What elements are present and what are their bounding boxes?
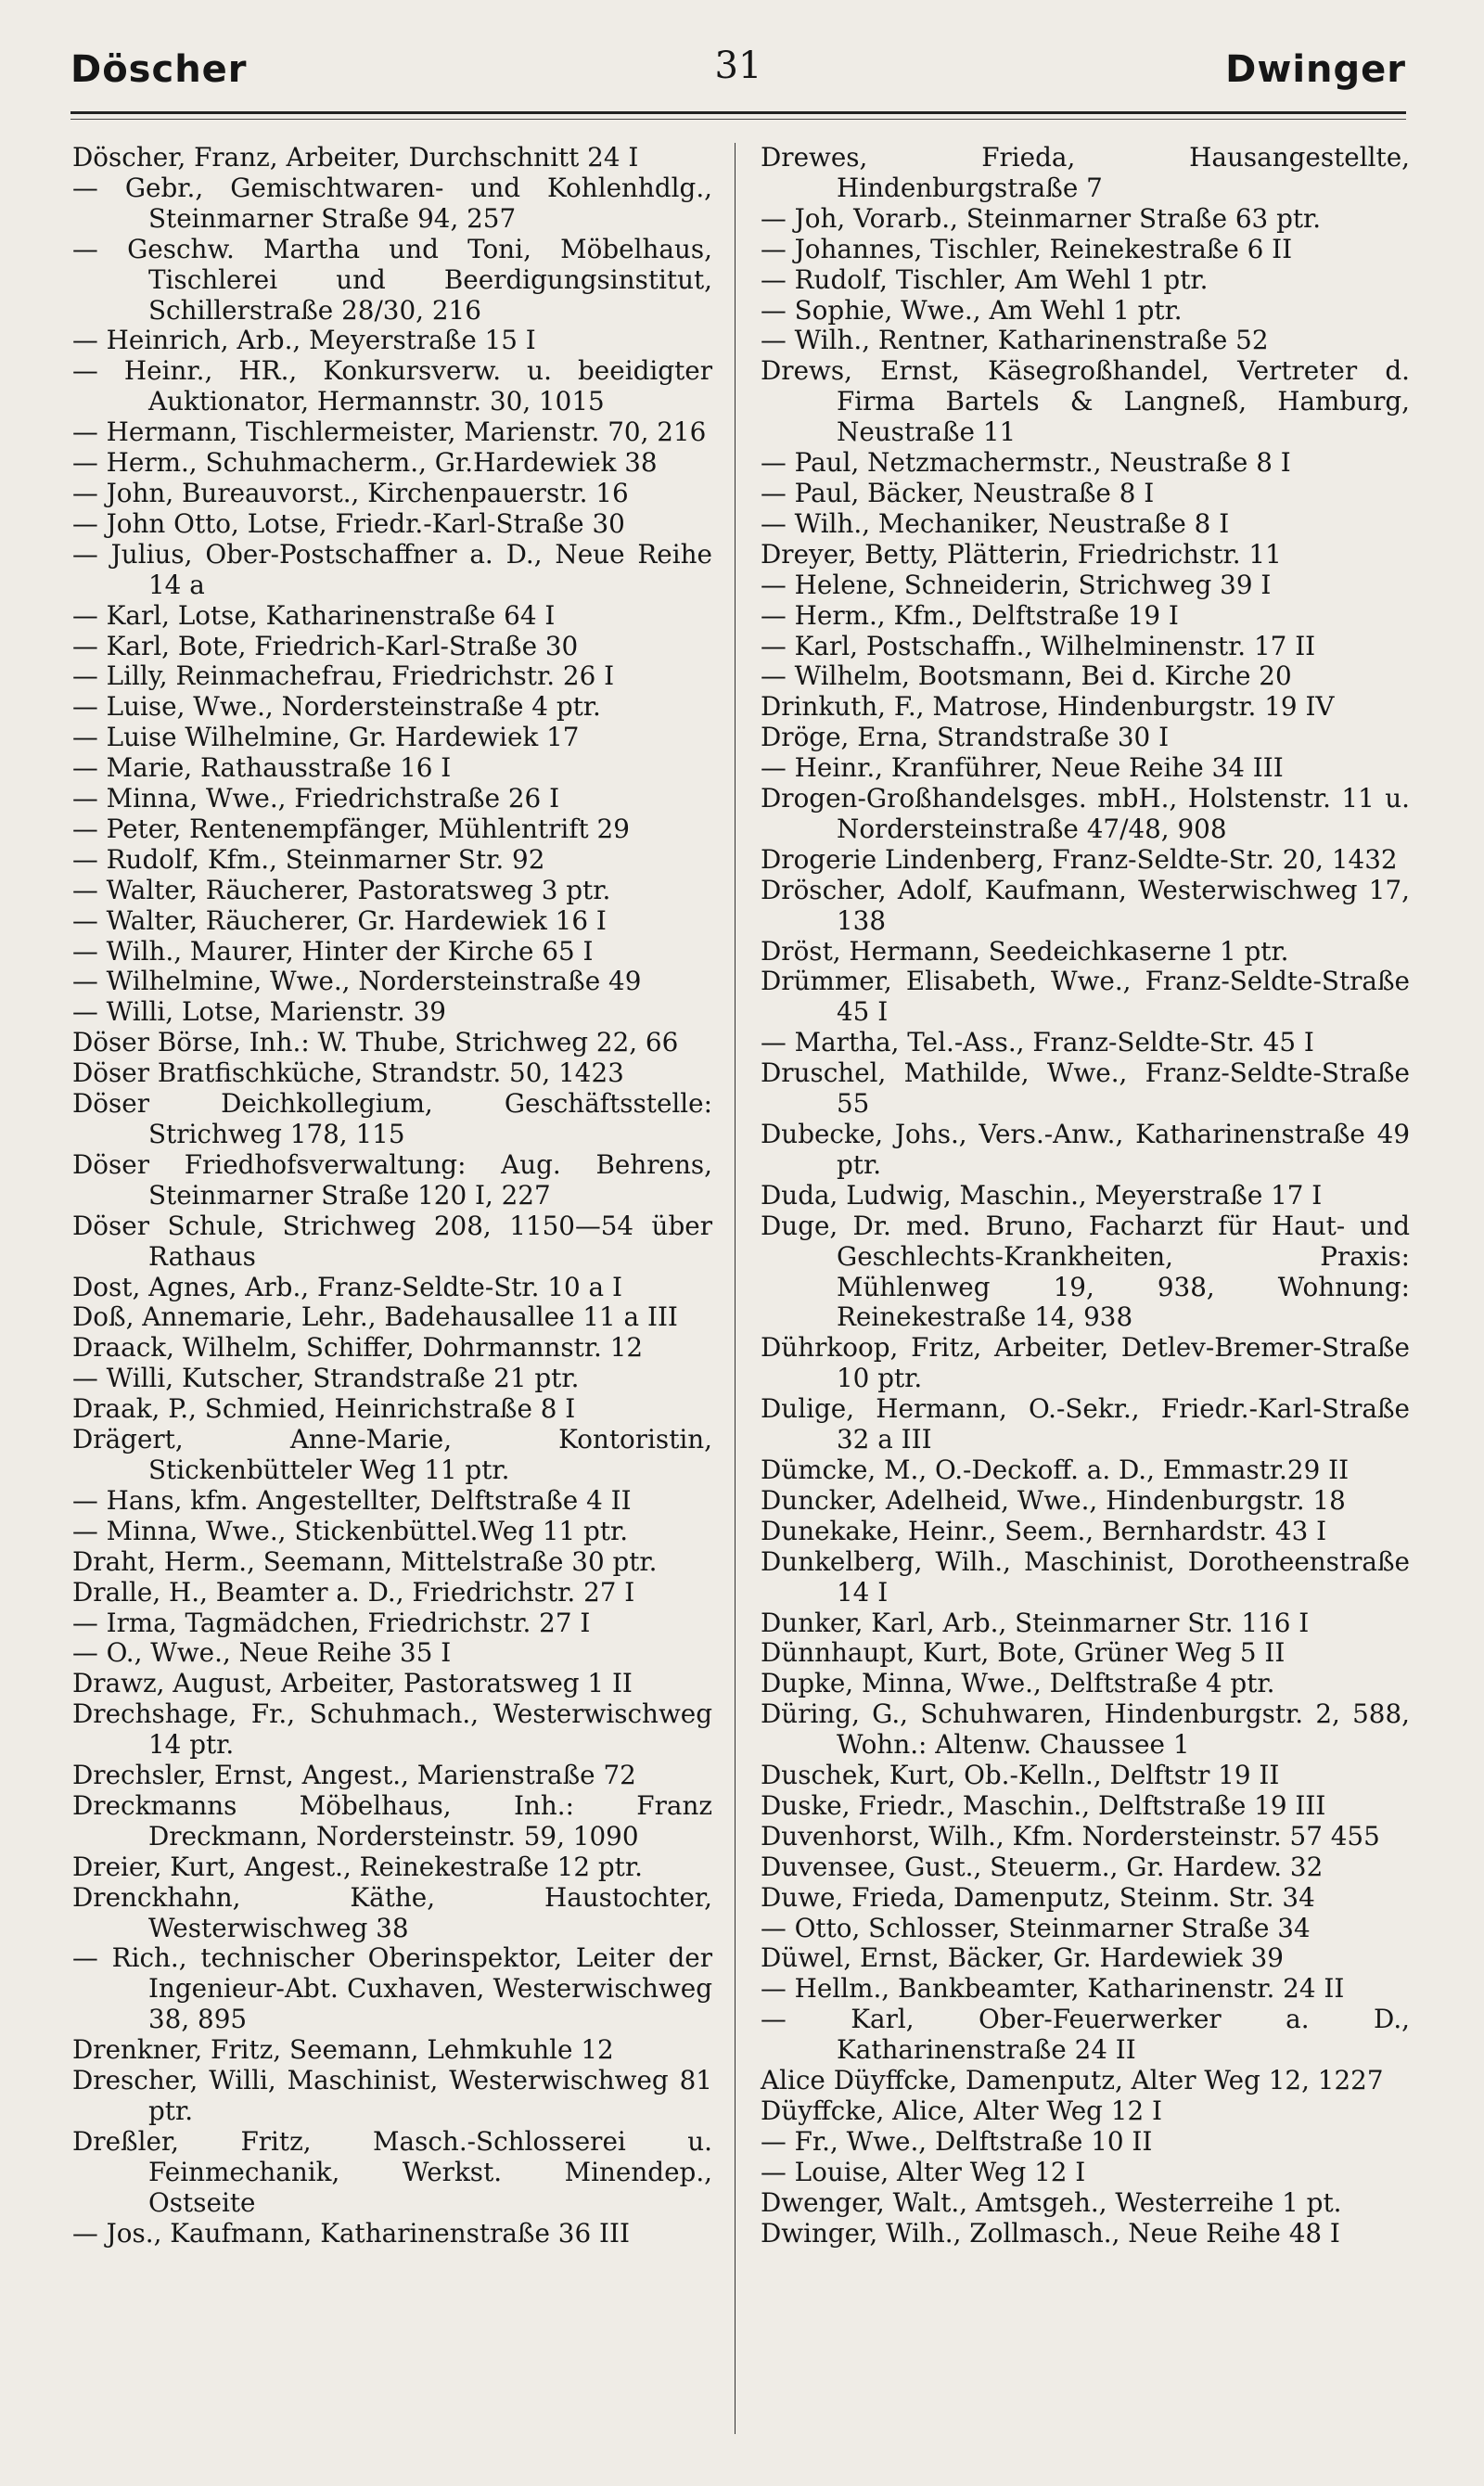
directory-entry: Dreckmanns Möbelhaus, Inh.: Franz Dreckmann, Nordersteinstr. 59, 1090	[72, 1789, 712, 1852]
directory-entry: — Johannes, Tischler, Reinekestraße 6 II	[761, 233, 1293, 264]
directory-entry: Dulige, Hermann, O.-Sekr., Friedr.-Karl-Straße 32 a III	[761, 1393, 1410, 1455]
directory-entry: Dost, Agnes, Arb., Franz-Seldte-Str. 10 a I	[72, 1271, 622, 1302]
directory-entry: — Irma, Tagmädchen, Friedrichstr. 27 I	[72, 1607, 591, 1638]
directory-entry: — Sophie, Wwe., Am Wehl 1 ptr.	[761, 294, 1183, 326]
directory-entry: Döscher, Franz, Arbeiter, Durchschnitt 24 I	[72, 142, 639, 173]
directory-entry: — Lilly, Reinmachefrau, Friedrichstr. 26 I	[72, 660, 615, 692]
directory-entry: — Karl, Ober-Feuerwerker a. D., Katharinenstraße 24 II	[761, 2004, 1410, 2066]
directory-entry: — Paul, Netzmachermstr., Neustraße 8 I	[761, 447, 1291, 479]
directory-entry: Döser Schule, Strichweg 208, 1150—54 über Rathaus	[72, 1210, 712, 1272]
directory-entry: — Jos., Kaufmann, Katharinenstraße 36 III	[72, 2217, 630, 2249]
directory-entry: Drescher, Willi, Maschinist, Westerwischweg 81 ptr.	[72, 2065, 712, 2126]
directory-entry: — Luise Wilhelmine, Gr. Hardewiek 17	[72, 722, 580, 753]
directory-entry: Dümcke, M., O.-Deckoff. a. D., Emmastr.29 II	[761, 1454, 1350, 1485]
directory-entry: Duncker, Adelheid, Wwe., Hindenburgstr. 18	[761, 1484, 1346, 1516]
directory-entry: — Walter, Räucherer, Gr. Hardewiek 16 I	[72, 904, 607, 936]
directory-entry: Duwe, Frieda, Damenputz, Steinm. Str. 34	[761, 1881, 1315, 1913]
directory-entry: — Heinrich, Arb., Meyerstraße 15 I	[72, 325, 536, 356]
directory-entry: — O., Wwe., Neue Reihe 35 I	[72, 1637, 452, 1669]
directory-entry: — Paul, Bäcker, Neustraße 8 I	[761, 477, 1155, 508]
directory-entry: — Rich., technischer Oberinspektor, Leiter der Ingenieur-Abt. Cuxhaven, Westerwischweg 38, 895	[72, 1942, 712, 2035]
header-rule-thin	[70, 119, 1406, 120]
directory-entry: Drawz, August, Arbeiter, Pastoratsweg 1 II	[72, 1668, 633, 1699]
header-rule-thick	[70, 111, 1406, 114]
directory-entry: Doß, Annemarie, Lehr., Badehausallee 11 a III	[72, 1301, 678, 1333]
directory-entry: — Minna, Wwe., Stickenbüttel.Weg 11 ptr.	[72, 1515, 629, 1546]
directory-entry: — Wilhelm, Bootsmann, Bei d. Kirche 20	[761, 660, 1292, 692]
directory-entry: Duschek, Kurt, Ob.-Kelln., Delftstr 19 II	[761, 1760, 1280, 1791]
directory-entry: Drenkner, Fritz, Seemann, Lehmkuhle 12	[72, 2034, 614, 2066]
directory-entry: — Martha, Tel.-Ass., Franz-Seldte-Str. 45 I	[761, 1027, 1314, 1058]
directory-entry: — Walter, Räucherer, Pastoratsweg 3 ptr.	[72, 874, 611, 905]
directory-entry: Dwenger, Walt., Amtsgeh., Westerreihe 1 pt.	[761, 2186, 1342, 2218]
directory-entry: Drews, Ernst, Käsegroßhandel, Vertreter d. Firma Bartels & Langneß, Hamburg, Neustraße 11	[761, 355, 1410, 448]
directory-entry: — Wilh., Maurer, Hinter der Kirche 65 I	[72, 935, 594, 967]
directory-entry: Düring, G., Schuhwaren, Hindenburgstr. 2, 588, Wohn.: Altenw. Chaussee 1	[761, 1698, 1410, 1761]
directory-entry: Draht, Herm., Seemann, Mittelstraße 30 ptr.	[72, 1545, 658, 1577]
directory-entry: Drinkuth, F., Matrose, Hindenburgstr. 19 IV	[761, 691, 1335, 723]
directory-entry: — Willi, Kutscher, Strandstraße 21 ptr.	[72, 1363, 580, 1394]
page-header	[70, 45, 1406, 100]
header-left-word: Döscher	[70, 48, 248, 91]
directory-entry: Dünnhaupt, Kurt, Bote, Grüner Weg 5 II	[761, 1637, 1286, 1669]
directory-entry: Drogen-Großhandelsges. mbH., Holstenstr. 11 u. Nordersteinstraße 47/48, 908	[761, 783, 1410, 844]
directory-entry: Döser Bratfischküche, Strandstr. 50, 1423	[72, 1057, 624, 1089]
directory-entry: — John, Bureauvorst., Kirchenpauerstr. 16	[72, 477, 629, 508]
right-column	[761, 143, 1410, 2249]
directory-entry: — Marie, Rathausstraße 16 I	[72, 752, 452, 784]
directory-entry: — Rudolf, Tischler, Am Wehl 1 ptr.	[761, 263, 1209, 295]
directory-entry: Dreßler, Fritz, Masch.-Schlosserei u. Feinmechanik, Werkst. Minendep., Ostseite	[72, 2125, 712, 2218]
directory-entry: Dwinger, Wilh., Zollmasch., Neue Reihe 48 I	[761, 2217, 1340, 2249]
directory-entry: — John Otto, Lotse, Friedr.-Karl-Straße 30	[72, 507, 625, 539]
directory-entry: Düyffcke, Alice, Alter Weg 12 I	[761, 2095, 1162, 2126]
directory-entry: Duvenhorst, Wilh., Kfm. Nordersteinstr. 57 455	[761, 1820, 1380, 1852]
directory-entry: Dreyer, Betty, Plätterin, Friedrichstr. 11	[761, 538, 1282, 570]
directory-entry: Draak, P., Schmied, Heinrichstraße 8 I	[72, 1393, 576, 1425]
directory-entry: — Fr., Wwe., Delftstraße 10 II	[761, 2125, 1153, 2157]
directory-entry: — Karl, Lotse, Katharinenstraße 64 I	[72, 599, 556, 631]
directory-entry: — Wilhelmine, Wwe., Nordersteinstraße 49	[72, 966, 642, 997]
directory-entry: Drogerie Lindenberg, Franz-Seldte-Str. 20, 1432	[761, 843, 1398, 875]
directory-entry: Dührkoop, Fritz, Arbeiter, Detlev-Bremer-Straße 10 ptr.	[761, 1332, 1410, 1394]
column-divider	[735, 143, 736, 2434]
directory-entry: Düwel, Ernst, Bäcker, Gr. Hardewiek 39	[761, 1942, 1284, 1974]
directory-entry: Duske, Friedr., Maschin., Delftstraße 19 III	[761, 1789, 1326, 1821]
directory-entry: Dupke, Minna, Wwe., Delftstraße 4 ptr.	[761, 1668, 1275, 1699]
directory-entry: Dralle, H., Beamter a. D., Friedrichstr. 27 I	[72, 1576, 635, 1608]
directory-entry: Drenckhahn, Käthe, Haustochter, Westerwischweg 38	[72, 1881, 712, 1943]
directory-entry: — Louise, Alter Weg 12 I	[761, 2156, 1086, 2187]
directory-entry: — Willi, Lotse, Marienstr. 39	[72, 996, 446, 1028]
directory-entry: Dunekake, Heinr., Seem., Bernhardstr. 43 I	[761, 1515, 1327, 1546]
directory-entry: — Otto, Schlosser, Steinmarner Straße 34	[761, 1912, 1311, 1943]
directory-entry: — Geschw. Martha und Toni, Möbelhaus, Tischlerei und Beerdigungsinstitut, Schillerstraße 28/30, 216	[72, 233, 712, 326]
directory-entry: Druschel, Mathilde, Wwe., Franz-Seldte-Straße 55	[761, 1057, 1410, 1120]
directory-entry: Dreier, Kurt, Angest., Reinekestraße 12 ptr.	[72, 1851, 643, 1882]
left-column	[72, 143, 712, 2249]
directory-entry: Drechsler, Ernst, Angest., Marienstraße 72	[72, 1760, 636, 1791]
directory-entry: Drechshage, Fr., Schuhmach., Westerwischweg 14 ptr.	[72, 1698, 712, 1761]
directory-entry: — Julius, Ober-Postschaffner a. D., Neue Reihe 14 a	[72, 538, 712, 600]
directory-entry: Dubecke, Johs., Vers.-Anw., Katharinenstraße 49 ptr.	[761, 1119, 1410, 1180]
directory-entry: — Wilh., Mechaniker, Neustraße 8 I	[761, 507, 1230, 539]
directory-entry: Drümmer, Elisabeth, Wwe., Franz-Seldte-Straße 45 I	[761, 966, 1410, 1028]
directory-entry: Dröge, Erna, Strandstraße 30 I	[761, 722, 1170, 753]
directory-entry: Duda, Ludwig, Maschin., Meyerstraße 17 I	[761, 1179, 1323, 1211]
page-number: 31	[714, 45, 762, 87]
directory-entry: — Herm., Schuhmacherm., Gr.Hardewiek 38	[72, 447, 658, 479]
directory-entry: Dunker, Karl, Arb., Steinmarner Str. 116 I	[761, 1607, 1310, 1638]
directory-entry: — Heinr., Kranführer, Neue Reihe 34 III	[761, 752, 1284, 784]
directory-entry: Dröscher, Adolf, Kaufmann, Westerwischweg 17, 138	[761, 874, 1410, 936]
directory-entry: — Gebr., Gemischtwaren- und Kohlenhdlg., Steinmarner Straße 94, 257	[72, 172, 712, 234]
directory-entry: Duge, Dr. med. Bruno, Facharzt für Haut- und Geschlechts-Krankheiten, Praxis: Mühlenweg 19, 938, Wohnung: Reinekestraße 14, 938	[761, 1210, 1410, 1333]
directory-entry: Döser Deichkollegium, Geschäftsstelle: Strichweg 178, 115	[72, 1088, 712, 1149]
directory-entry: Dunkelberg, Wilh., Maschinist, Dorotheenstraße 14 I	[761, 1545, 1410, 1608]
directory-entry: Duvensee, Gust., Steuerm., Gr. Hardew. 32	[761, 1851, 1324, 1882]
directory-entry: — Karl, Bote, Friedrich-Karl-Straße 30	[72, 630, 579, 661]
directory-entry: — Peter, Rentenempfänger, Mühlentrift 29	[72, 813, 630, 844]
directory-entry: — Helene, Schneiderin, Strichweg 39 I	[761, 569, 1272, 600]
directory-entry: Drewes, Frieda, Hausangestellte, Hindenburgstraße 7	[761, 142, 1410, 203]
directory-entry: — Karl, Postschaffn., Wilhelminenstr. 17 II	[761, 630, 1316, 661]
directory-entry: — Hans, kfm. Angestellter, Delftstraße 4 II	[72, 1484, 632, 1516]
header-right-word: Dwinger	[1225, 48, 1406, 91]
directory-entry: Döser Börse, Inh.: W. Thube, Strichweg 22, 66	[72, 1027, 679, 1058]
directory-entry: Alice Düyffcke, Damenputz, Alter Weg 12, 1227	[761, 2065, 1384, 2096]
directory-entry: — Heinr., HR., Konkursverw. u. beeidigter Auktionator, Hermannstr. 30, 1015	[72, 355, 712, 417]
directory-entry: — Herm., Kfm., Delftstraße 19 I	[761, 599, 1179, 631]
directory-entry: — Rudolf, Kfm., Steinmarner Str. 92	[72, 843, 545, 875]
directory-entry: — Wilh., Rentner, Katharinenstraße 52	[761, 325, 1269, 356]
directory-entry: Döser Friedhofsverwaltung: Aug. Behrens, Steinmarner Straße 120 I, 227	[72, 1148, 712, 1211]
directory-entry: Dröst, Hermann, Seedeichkaserne 1 ptr.	[761, 935, 1289, 967]
directory-entry: — Minna, Wwe., Friedrichstraße 26 I	[72, 783, 560, 814]
directory-entry: — Hellm., Bankbeamter, Katharinenstr. 24 II	[761, 1973, 1345, 2005]
directory-entry: Draack, Wilhelm, Schiffer, Dohrmannstr. 12	[72, 1332, 644, 1364]
directory-entry: — Luise, Wwe., Nordersteinstraße 4 ptr.	[72, 691, 601, 723]
directory-entry: — Joh, Vorarb., Steinmarner Straße 63 ptr.	[761, 202, 1322, 234]
directory-entry: Drägert, Anne-Marie, Kontoristin, Stickenbütteler Weg 11 ptr.	[72, 1424, 712, 1485]
directory-entry: — Hermann, Tischlermeister, Marienstr. 70, 216	[72, 416, 707, 448]
